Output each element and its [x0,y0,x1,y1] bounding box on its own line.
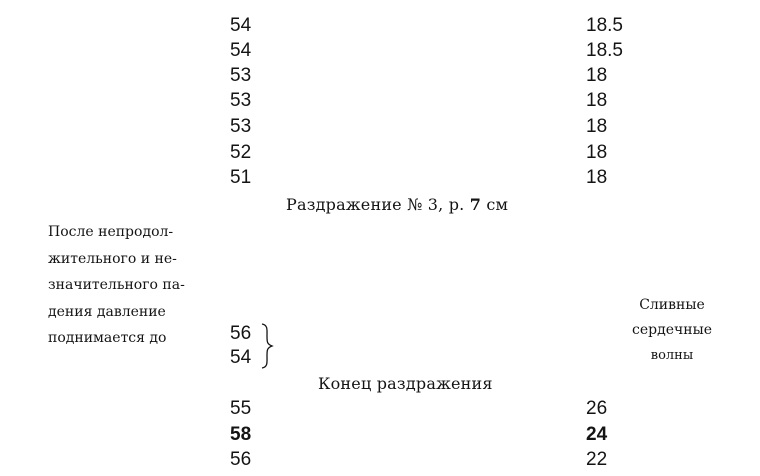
pressure-value: 53 [230,116,252,137]
braced-pressure-value: 56 [230,323,252,344]
pressure-value: 53 [230,90,252,111]
pressure-value: 53 [230,65,252,86]
stimulus-heading-unit: см [486,195,509,214]
pressure-value: 51 [230,167,252,188]
wave-value: 24 [586,424,608,445]
wave-value: 18 [586,90,608,111]
side-label-line: сердечные [631,322,712,338]
wave-value: 26 [586,398,608,419]
side-label-line: Сливные [639,297,705,313]
stimulus-heading [286,194,508,216]
pressure-value: 56 [230,449,252,470]
pressure-value: 54 [230,40,252,61]
side-label-line: волны [650,348,694,363]
pressure-value: 52 [230,142,252,163]
note-text [48,219,208,352]
note-line: жительного и не- [48,250,177,267]
wave-value: 18 [586,116,608,137]
stimulus-heading-value: 7 [469,195,482,214]
wave-value: 18 [586,142,608,163]
pressure-value: 54 [230,15,252,36]
side-label [612,293,732,368]
note-line: значительного па- [48,277,185,293]
pressure-value: 58 [230,424,252,445]
wave-value: 18.5 [586,15,623,36]
wave-value: 18 [586,167,608,188]
note-line: После непродол- [48,224,174,240]
braced-pressure-value: 54 [230,347,252,368]
wave-value: 18 [586,65,608,86]
stimulus-heading-prefix: Раздражение № 3, р. [286,195,465,214]
curly-brace-icon [258,322,276,370]
wave-value: 18.5 [586,40,623,61]
note-line: поднимается до [48,330,167,346]
end-heading: Конец раздражения [318,374,493,393]
pressure-value: 55 [230,398,252,419]
note-line: дения давление [48,303,166,320]
wave-value: 22 [586,449,608,470]
